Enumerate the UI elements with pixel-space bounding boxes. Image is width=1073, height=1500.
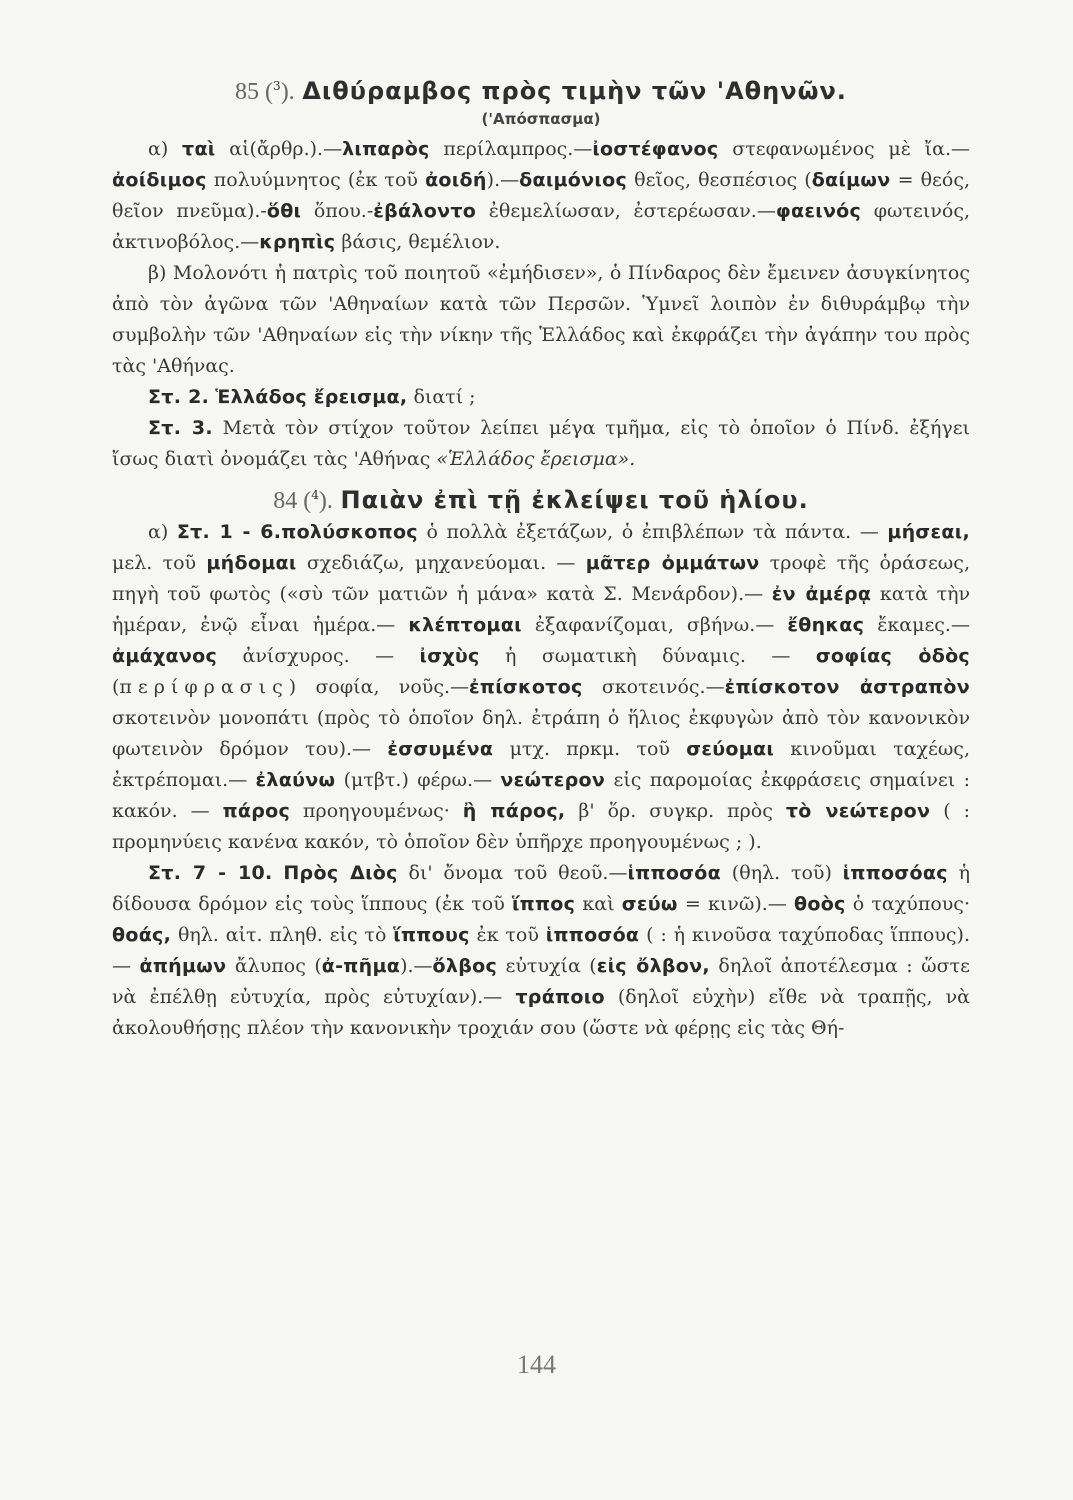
section-84-note-b [112,858,970,1044]
keyword: κλέπτομαι [408,614,522,636]
section-84-note-a [112,517,970,858]
text: ( : ἡ κινοῦσα ταχύποδας ἵππους).— [112,924,970,977]
keyword: ἔθηκας [787,614,865,636]
text: Μετὰ τὸν στίχον τοῦτον λείπει μέγα τμῆμα, εἰς τὸ ὁποῖον ὁ Πίνδ. ἐξήγει ἴσως διατὶ ὀνομάζει τὰς 'Αθήνας [112,417,970,470]
text: ὁ πολλὰ ἐξετάζων, ὁ ἐπιβλέπων τὰ πάντα. — [417,521,888,543]
section-85-heading [112,70,970,108]
text: εὐτυχία ( [497,955,597,977]
keyword: εἰς ὄλβον, [596,955,710,977]
keyword: ταὶ [182,138,216,160]
section-84-notes [112,517,970,1044]
section-85-title: Διθύραμβος πρὸς τιμὴν τῶν 'Αθηνῶν. [302,77,847,105]
keyword: ἐβάλοντο [373,200,477,222]
verse-label: Στ. 1 - 6. [176,521,282,543]
text: ἐκ τοῦ [469,924,546,946]
keyword: τράποιο [515,986,605,1008]
text: αἱ(ἄρθρ.).— [215,138,343,160]
footnote-ref: 3 [273,79,281,93]
keyword: ἐλαύνω [255,769,336,791]
text: ).— [486,169,520,191]
section-84-number: 84 ( [273,488,312,514]
keyword: ἀπήμων [139,955,227,977]
text: φωτεινός, ἀκτινοβόλος.— [112,200,971,253]
text: ( : προμηνύεις κανένα κακόν, τὸ ὁποῖον δὲν ὑπῆρχε προηγουμένως ; ). [112,800,970,853]
section-85-number: 85 ( [235,79,274,105]
keyword: ἀμάχανος [112,645,218,667]
page-number: 144 [517,1350,556,1379]
section-85-note-b: β) Μολονότι ἡ πατρὶς τοῦ ποιητοῦ «ἐμήδισεν», ὁ Πίνδαρος δὲν ἔμεινεν ἀσυγκίνητος ἀπὸ τὸν ἀγῶνα τῶν 'Αθηναίων κατὰ τῶν Περσῶν. Ὑμνεῖ λοιπὸν ἐν διθυράμβῳ τὴν συμβολὴν τῶν 'Αθηναίων εἰς τὴν νίκην τῆς Ἑλλάδος καὶ ἐκφράζει τὴν ἀγάπην του πρὸς τὰς 'Αθήνας. [112,262,970,377]
text: προηγουμένως· [290,800,463,822]
text: = θεός, θεῖον πνεῦμα).- [112,169,970,222]
verse-label: Στ. 3. [148,417,213,439]
text: βάσις, θεμέλιον. [335,231,501,253]
section-85-verse-2 [112,382,970,413]
text: σκοτεινὸν μονοπάτι (πρὸς τὸ ὁποῖον δηλ. ἐτράπη ὁ ἥλιος ἐκφυγὼν ἀπὸ τὸν κανονικὸν φωτεινὸν δρόμον του).— [112,707,970,760]
text: περίλαμπρος.— [429,138,593,160]
keyword: θοὸς [793,893,846,915]
text: θεῖος, θεσπέσιος ( [627,169,812,191]
keyword: ἰσχὺς [419,645,480,667]
keyword: ὅθι [266,200,302,222]
keyword: νεώτερον [500,769,606,791]
text: ἔκαμες.— [864,614,970,636]
text: ἡ δίδουσα δρόμον εἰς τοὺς ἵππους (ἐκ τοῦ [112,862,970,915]
spaced-term: περίφρασις [119,676,289,698]
text: ὅπου.- [301,200,374,222]
keyword: δαίμων [811,169,891,191]
text: κινοῦμαι ταχέως, ἐκτρέπομαι.— [112,738,970,791]
keyword: ἐπίσκοτος [469,676,583,698]
keyword: ἰοστέφανος [592,138,719,160]
keyword: ἐπίσκοτον ἀστραπὸν [724,676,970,698]
section-84-heading [112,479,970,517]
verse-label: Στ. 7 - 10. [148,862,273,884]
section-84-number-close: ). [318,488,333,514]
text: δι' ὄνομα τοῦ θεοῦ.— [397,862,628,884]
keyword: μᾶτερ ὀμμάτων [585,552,760,574]
page-body [112,70,970,1044]
keyword: ἀ-πῆμα [321,955,401,977]
text: ἡ σωματικὴ δύναμις. — [479,645,816,667]
keyword: ἱπποσόα [545,924,640,946]
text: στεφανωμένος μὲ ἴα.— [718,138,970,160]
text: (δηλοῖ εὐχὴν) εἴθε νὰ τραπῇς, νὰ ἀκολουθήσῃς πλέον τὴν κανονικὴν τροχιάν σου (ὥστε νὰ φέρῃς εἰς τὰς Θή- [112,986,970,1039]
italic-quote: «Ἑλλάδος ἔρεισμα». [436,448,636,470]
text: μελ. τοῦ [112,552,207,574]
text: θηλ. αἰτ. πληθ. εἰς τὸ [171,924,394,946]
text: ( [112,676,120,698]
keyword: δαιμόνιος [519,169,628,191]
keyword: ἵππους [393,924,470,946]
keyword: θοάς, [112,924,172,946]
text: (θηλ. τοῦ) [721,862,843,884]
keyword: κρηπὶς [259,231,336,253]
keyword: ἵππος [511,893,576,915]
keyword: Ἑλλάδος ἔρεισμα, [215,386,408,408]
text: ).— [400,955,433,977]
text: τροφὲ τῆς ὁράσεως, πηγὴ τοῦ φωτὸς («σὺ τῶν ματιῶν ἡ μάνα» κατὰ Σ. Μενάρδον).— [112,552,970,605]
keyword: τὸ νεώτερον [785,800,931,822]
keyword: μήσεαι, [887,521,970,543]
text: καὶ [575,893,622,915]
footnote-ref: 4 [311,488,319,502]
keyword: πολύσκοπος [281,521,418,543]
section-85-subtitle: ('Απόσπασμα) [481,110,601,128]
keyword: ἱπποσόα [627,862,721,884]
verse-label: Στ. 2. [148,386,210,408]
text: σκοτεινός.— [582,676,725,698]
text: διατί ; [407,386,476,408]
keyword: σεύω [621,893,678,915]
keyword: σοφίας ὁδὸς [815,645,970,667]
text: α) [148,521,177,543]
text: δηλοῖ ἀποτέλεσμα : ὥστε νὰ ἐπέλθῃ εὐτυχία, πρὸς εὐτυχίαν).— [112,955,970,1008]
keyword: λιπαρὸς [342,138,430,160]
text: ἄλυπος ( [226,955,322,977]
text: = κινῶ).— [677,893,794,915]
text: β' ὅρ. συγκρ. πρὸς [565,800,786,822]
text: ἐθεμελίωσαν, ἐστερέωσαν.— [476,200,776,222]
keyword: ἐσσυμένα [387,738,494,760]
section-84-title: Παιὰν ἐπὶ τῇ ἐκλείψει τοῦ ἡλίου. [340,486,809,514]
section-85-note-a [112,134,970,475]
keyword: ὄλβος [432,955,498,977]
text: α) [148,138,183,160]
text: ἐξαφανίζομαι, σβήνω.— [521,614,788,636]
section-85-number-close: ). [280,79,295,105]
text: εἰς παρομοίας ἐκφράσεις σημαίνει : κακόν. — [112,769,970,822]
text: ἀνίσχυρος. — [217,645,420,667]
keyword: μήδομαι [206,552,297,574]
keyword: πάρος [222,800,291,822]
section-85-verse-3 [112,413,970,475]
keyword: σεύομαι [686,738,775,760]
text: ) σοφία, νοῦς.— [288,676,470,698]
text: (μτβτ.) φέρω.— [335,769,501,791]
keyword: Πρὸς Διὸς [283,862,398,884]
text: πολυύμνητος (ἐκ τοῦ [206,169,426,191]
text: σχεδιάζω, μηχανεύομαι. — [296,552,586,574]
keyword: ἱπποσόας [842,862,948,884]
keyword: ἀοίδιμος [112,169,207,191]
keyword: ἀοιδή [425,169,487,191]
keyword: ἢ πάρος, [462,800,566,822]
keyword: ἐν ἀμέρᾳ [771,583,872,605]
text: μτχ. πρκμ. τοῦ [493,738,687,760]
text: ὁ ταχύπους· [845,893,970,915]
text: κατὰ τὴν ἡμέραν, ἐνῷ εἶναι ἡμέρα.— [112,583,971,636]
keyword: φαεινός [775,200,862,222]
